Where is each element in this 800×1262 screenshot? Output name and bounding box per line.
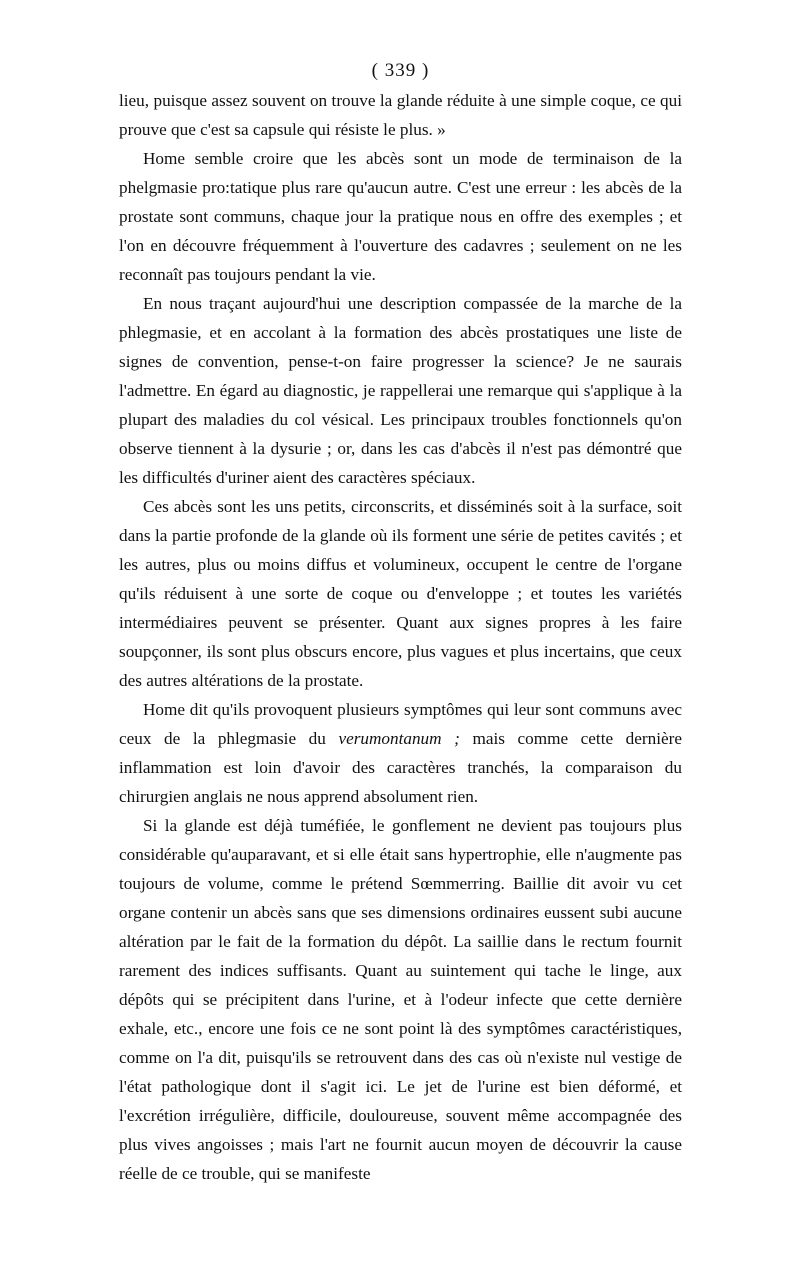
italic-term: verumontanum ; — [338, 729, 460, 748]
page-number: ( 339 ) — [371, 60, 430, 81]
book-page — [119, 58, 682, 1188]
paragraph-continuation: lieu, puisque assez souvent on trouve la glande réduite à une simple coque, ce qui prouve que c'est sa capsule qui résiste le plus. » — [119, 91, 682, 139]
paragraph-glande-tumefiee: Si la glande est déjà tuméfiée, le gonflement ne devient pas toujours plus considérable qu'auparavant, et si elle était sans hypertrophie, elle n'augmente pas toujours de volume, comme le prétend Sœmmerring. Baillie dit avoir vu cet organe contenir un abcès sans que ses dimensions ordinaires eussent subi aucune altération par le fait de la formation du dépôt. La saillie dans le rectum fournit rarement des indices suffisants. Quant au suintement qui tache le linge, aux dépôts qui se précipitent dans l'urine, et à l'odeur infecte que cette dernière exhale, etc., encore une fois ce ne sont point là des symptômes caractéristiques, comme on l'a dit, puisqu'ils se retrouvent dans des cas où n'existe nul vestige de l'état pathologique dont il s'agit ici. Le jet de l'urine est bien déformé, et l'excrétion irrégulière, difficile, douloureuse, souvent même accompagnée des plus vives angoisses ; mais l'art ne fournit aucun moyen de découvrir la cause réelle de ce trouble, qui se manifeste — [119, 816, 682, 1183]
paragraph-verumontanum — [119, 695, 682, 811]
paragraph-text-before: Home dit qu'ils provoquent plusieurs symptômes qui leur sont communs avec ceux de la phlegmasie du — [119, 700, 682, 748]
paragraph-text-after: mais comme cette dernière inflammation est loin d'avoir des caractères tranchés, la comparaison du chirurgien anglais ne nous apprend absolument rien. — [119, 729, 682, 806]
paragraph-types-abces: Ces abcès sont les uns petits, circonscrits, et disséminés soit à la surface, soit dans la partie profonde de la glande où ils forment une série de petites cavités ; et les autres, plus ou moins diffus et volumineux, occupent le centre de l'organe qu'ils réduisent à une sorte de coque ou d'enveloppe ; et toutes les variétés intermédiaires peuvent se présenter. Quant aux signes propres à les faire soupçonner, ils sont plus obscurs encore, plus vagues et plus incertains, que ceux des autres altérations de la prostate. — [119, 497, 682, 690]
paragraph-description-phlegmasie: En nous traçant aujourd'hui une description compassée de la marche de la phlegmasie, et en accolant à la formation des abcès prostatiques une liste de signes de convention, pense-t-on faire progresser la science? Je ne saurais l'admettre. En égard au diagnostic, je rappellerai une remarque qui s'applique à la plupart des maladies du col vésical. Les principaux troubles fonctionnels qu'on observe tiennent à la dysurie ; or, dans les cas d'abcès il n'est pas démontré que les difficultés d'uriner aient des caractères spéciaux. — [119, 294, 682, 487]
paragraph-home-abces: Home semble croire que les abcès sont un mode de terminaison de la phelgmasie pro:tatique plus rare qu'aucun autre. C'est une erreur : les abcès de la prostate sont communs, chaque jour la pratique nous en offre des exemples ; et l'on en découvre fréquemment à l'ouverture des cadavres ; seulement on ne les reconnaît pas toujours pendant la vie. — [119, 149, 682, 284]
